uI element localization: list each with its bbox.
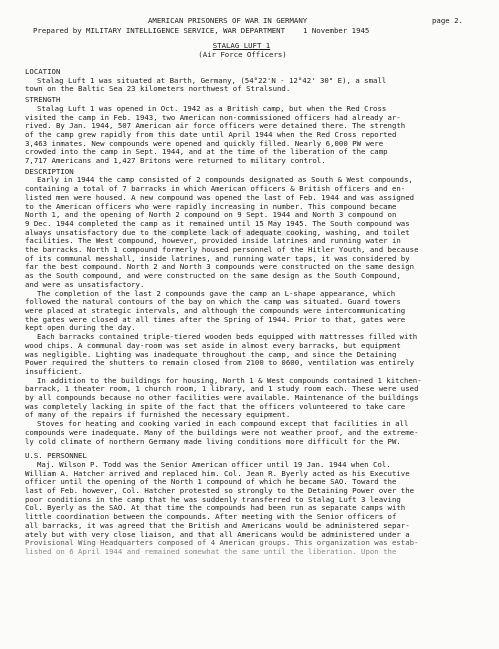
- text-line: Col. Byerly as the SAO. At that time the compounds had been run as separate camps with: [25, 503, 406, 513]
- text-line: Stalag Luft 1 was opened in Oct. 1942 as a British camp, but when the Red Cross: [37, 103, 387, 113]
- text-line: Stoves for heating and cooking varied in each compound except that facilities in all: [37, 419, 409, 429]
- section-heading: DESCRIPTION: [25, 166, 74, 176]
- camp-subtitle: (Air Force Officers): [198, 49, 287, 59]
- paragraph: [25, 461, 485, 557]
- text-line: all barracks, it was agreed that the British and Americans would be administered separ-: [25, 520, 410, 530]
- text-line: barrack, 1 theater room, 1 church room, 1 library, and 1 study room each. These were used: [25, 384, 419, 394]
- text-line: of the camp grew rapidly from this date until April 1944 when the Red Cross reported: [25, 129, 397, 139]
- text-line: was completely lacking in spite of the fact that the officers volunteered to take care: [25, 401, 406, 411]
- paragraph: [25, 290, 485, 334]
- text-line: far the best compound. North 2 and North 3 compounds were constructed on the same design: [25, 262, 415, 272]
- text-line: compounds were inadequate. Many of the buildings were not weather proof, and the extreme-: [25, 427, 419, 437]
- text-line: The completion of the last 2 compounds gave the camp an L-shape appearance, which: [37, 288, 396, 298]
- paragraph: [25, 105, 485, 166]
- text-line: North 1, and the opening of North 2 compound on 9 Sept. 1944 and North 3 compound on: [25, 210, 397, 220]
- document-title: AMERICAN PRISONERS OF WAR IN GERMANY: [148, 16, 308, 25]
- text-line: to the American officers who were rapidly increasing in number. This compound became: [25, 201, 397, 211]
- camp-heading: [0, 42, 499, 59]
- section-strength: [25, 96, 485, 166]
- text-line: William A. Hatcher arrived and replaced him. Col. Jean R. Byerly acted as his Executive: [25, 468, 410, 478]
- section-heading: LOCATION: [25, 67, 61, 76]
- prepared-by-line: [33, 27, 369, 36]
- text-line: 3,463 inmates. New compounds were opened and quickly filled. Nearly 6,000 PW were: [25, 138, 384, 148]
- text-line: followed the natural contours of the bay on which the camp was situated. Guard towers: [25, 297, 401, 307]
- text-line: wood chips. A communal day-room was set aside in almost every barracks, but equipment: [25, 340, 401, 350]
- paragraph: [25, 420, 485, 446]
- text-line: of many of the repairs if furnished the necessary equipment.: [25, 410, 291, 420]
- section-heading: STRENGTH: [25, 95, 61, 105]
- section-description: [25, 168, 485, 447]
- text-line: and were as unsatisfactory.: [25, 279, 145, 289]
- text-line: Provisional Wing Headquarters composed of 4 American groups. This organization was estab-: [25, 538, 419, 548]
- text-line: Stalag Luft 1 was situated at Barth, Germany, (54°22'N - 12°42' 30" E), a small: [37, 75, 387, 85]
- text-line: Maj. Wilson P. Todd was the Senior American officer until 19 Jan. 1944 when Col.: [37, 459, 391, 469]
- text-line: as the South compound, and were constructed on the same design as the South Compound,: [25, 271, 401, 281]
- text-line: 7,717 Americans and 1,427 Britons were returned to military control.: [25, 156, 326, 166]
- text-line: Each barracks contained triple-tiered wooden beds equipped with mattresses filled with: [37, 332, 418, 342]
- page-number: page 2.: [432, 16, 463, 25]
- text-line: Early in 1944 the camp consisted of 2 compounds designated as South & West compounds,: [37, 175, 413, 185]
- document-date: 1 November 1945: [303, 26, 370, 35]
- text-line: the barracks. North 1 compound formerly housed personnel of the Hitler Youth, and because: [25, 245, 419, 255]
- paragraph: [25, 333, 485, 377]
- text-line: poor conditions in the camp that he was suddenly transferred to Stalag Luft 3 leaving: [25, 494, 401, 504]
- camp-name: STALAG LUFT 1: [212, 41, 271, 50]
- text-line: containing a total of 7 barracks in which American officers & British officers and en-: [25, 184, 406, 194]
- text-line: was negligible. Lighting was inadequate throughout the camp, and since the Detaining: [25, 349, 397, 359]
- section-personnel: [25, 452, 485, 556]
- section-location: [25, 68, 485, 94]
- text-line: last of Feb. however, Col. Hatcher protested so strongly to the Detaining Power over the: [25, 486, 415, 496]
- text-line: crowded into the camp in Sept. 1944, and at the time of the liberation of the camp: [25, 147, 388, 157]
- text-line: by all compounds because no other facilities were available. Maintenance of the buildings: [25, 393, 419, 403]
- text-line: town on the Baltic Sea 23 kilometers northwest of Stralsund.: [25, 84, 291, 94]
- paragraph: [25, 77, 485, 94]
- text-line: 9 Dec. 1944 completed the camp as it remained until 15 May 1945. The South compound was: [25, 218, 410, 228]
- text-line: In addition to the buildings for housing, North 1 & West compounds contained 1 kitchen-: [37, 375, 422, 385]
- paragraph: [25, 176, 485, 289]
- text-line: listed men were housed. A new compound was opened the last of Feb. 1944 and was assigned: [25, 192, 415, 202]
- text-line: kept open during the day.: [25, 323, 136, 333]
- text-line: visited the camp in Feb. 1943, two American non-commissioned officers had already ar-: [25, 112, 401, 122]
- text-line: lished on 6 April 1944 and remained somewhat the same until the liberation. Upon the: [25, 546, 397, 556]
- paragraph: [25, 377, 485, 421]
- text-line: always unsatisfactory due to the complete lack of adequate cooking, washing, and toilet: [25, 227, 410, 237]
- text-line: rived. By Jan. 1944, 507 American air force officers were detained there. The strength: [25, 121, 406, 131]
- text-line: insufficient.: [25, 366, 83, 376]
- text-line: of its communal messhall, inside latrines, and running water taps, it was considered by: [25, 253, 410, 263]
- text-line: ately but with very close liaison, and that all Americans would be administered under a: [25, 529, 410, 539]
- text-line: ly cold climate of northern Germany made living conditions more difficult for the PW.: [25, 436, 401, 446]
- text-line: officer until the opening of the North 1 compound of which he became SAO. Toward the: [25, 477, 397, 487]
- text-line: little coordination between the compounds. After meeting with the Senior officers of: [25, 512, 397, 522]
- section-heading: U.S. PERSONNEL: [25, 451, 87, 461]
- document-body: [25, 66, 485, 557]
- text-line: facilities. The West compound, however, provided inside latrines and running water in: [25, 236, 401, 246]
- text-line: the gates were closed at all times after the Spring of 1944. Prior to that, gates were: [25, 314, 406, 324]
- prepared-by: Prepared by MILITARY INTELLIGENCE SERVICE, WAR DEPARTMENT: [33, 26, 286, 35]
- text-line: Power required the shutters to remain closed from 2100 to 0600, ventilation was entirely: [25, 358, 415, 368]
- text-line: were placed at strategic intervals, and although the compounds were intercommunicating: [25, 305, 406, 315]
